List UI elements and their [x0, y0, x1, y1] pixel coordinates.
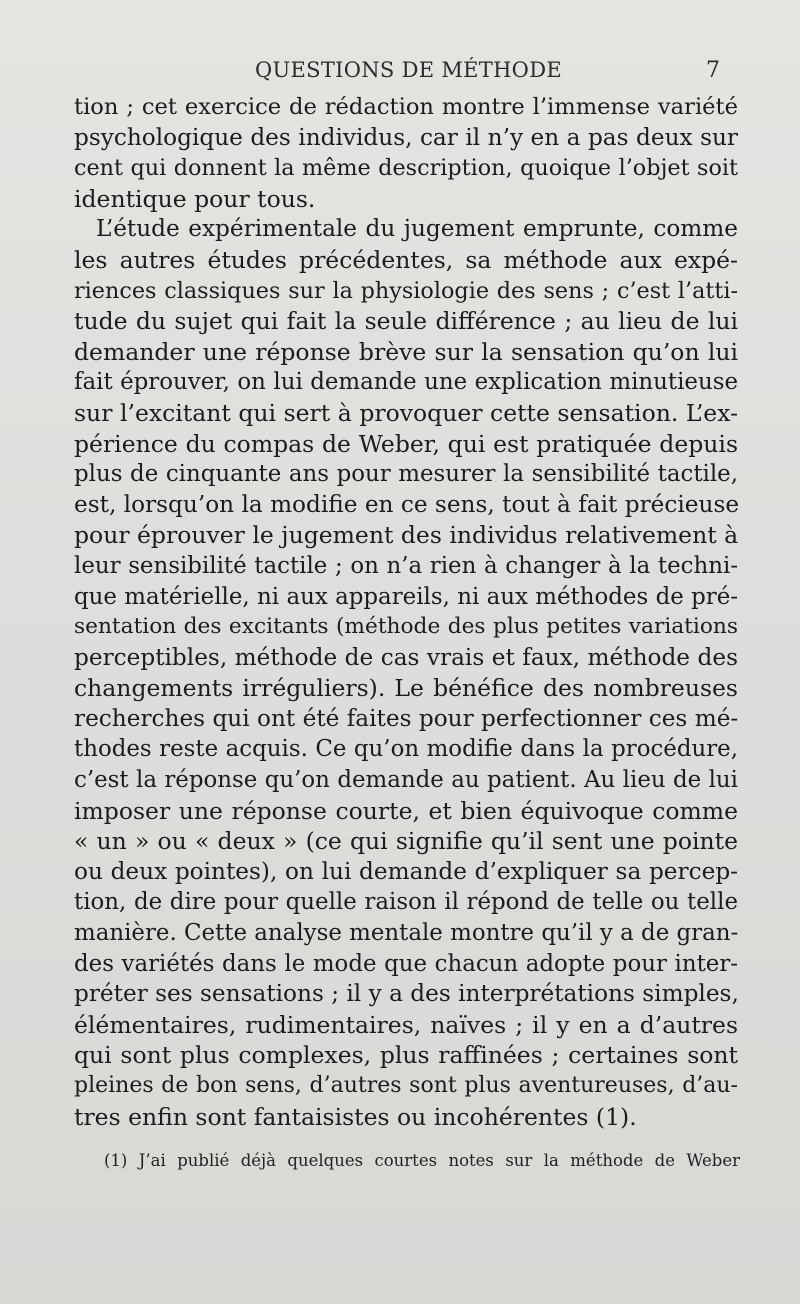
text-line: plus de cinquante ans pour mesurer la sensibilité tactile,	[74, 461, 738, 488]
body-text	[74, 92, 738, 1132]
text-line: c’est la réponse qu’on demande au patient. Au lieu de lui	[74, 767, 738, 794]
text-line: tude du sujet qui fait la seule différence ; au lieu de lui	[74, 307, 738, 336]
text-line: changements irréguliers). Le bénéfice des nombreuses	[74, 674, 738, 703]
text-line: fait éprouver, on lui demande une explication minutieuse	[74, 369, 738, 396]
text-line: que matérielle, ni aux appareils, ni aux méthodes de pré-	[74, 583, 738, 610]
text-line: psychologique des individus, car il n’y en a pas deux sur	[74, 123, 738, 151]
text-line: sentation des excitants (méthode des plus petites variations	[74, 614, 738, 640]
text-line: qui sont plus complexes, plus raffinées ; certaines sont	[74, 1041, 738, 1070]
text-line: élémentaires, rudimentaires, naïves ; il y en a d’autres	[74, 1010, 738, 1039]
text-line: pleines de bon sens, d’autres sont plus aventureuses, d’au-	[74, 1073, 738, 1098]
running-head	[0, 58, 800, 88]
page-number: 7	[706, 58, 720, 83]
text-line: leur sensibilité tactile ; on n’a rien à changer à la techni-	[74, 552, 738, 579]
text-line: périence du compas de Weber, qui est pratiquée depuis	[74, 429, 738, 458]
text-line: imposer une réponse courte, et bien équivoque comme	[74, 796, 738, 825]
text-line: sur l’excitant qui sert à provoquer cette sensation. L’ex-	[74, 398, 738, 427]
text-line: préter ses sensations ; il y a des interprétations simples,	[74, 980, 739, 1008]
text-line: thodes reste acquis. Ce qu’on modifie dans la procédure,	[74, 736, 738, 763]
running-title: QUESTIONS DE MÉTHODE	[255, 58, 562, 82]
text-line: L’étude expérimentale du jugement emprunte, comme	[96, 215, 738, 243]
text-line: est, lorsqu’on la modifie en ce sens, tout à fait précieuse	[74, 490, 740, 518]
text-line: tres enfin sont fantaisistes ou incohérentes (1).	[74, 1102, 637, 1131]
text-line: des variétés dans le mode que chacun adopte pour inter-	[74, 950, 738, 977]
text-line: les autres études précédentes, sa méthode aux expé-	[74, 245, 738, 274]
text-line: demander une réponse brève sur la sensation qu’on lui	[74, 337, 738, 366]
text-line: identique pour tous.	[74, 184, 316, 213]
text-line: tion ; cet exercice de rédaction montre l’immense variété	[74, 94, 738, 120]
footnote: (1) J’ai publié déjà quelques courtes notes sur la méthode de Weber	[104, 1151, 740, 1170]
text-line: tion, de dire pour quelle raison il répond de telle ou telle	[74, 889, 738, 916]
text-line: riences classiques sur la physiologie des sens ; c’est l’atti-	[74, 277, 738, 304]
text-line: « un » ou « deux » (ce qui signifie qu’il sent une pointe	[74, 827, 738, 856]
text-line: recherches qui ont été faites pour perfectionner ces mé-	[74, 704, 739, 732]
text-line: perceptibles, méthode de cas vrais et faux, méthode des	[74, 643, 738, 671]
text-line: pour éprouver le jugement des individus relativement à	[74, 521, 739, 550]
text-line: cent qui donnent la même description, quoique l’objet soit	[74, 155, 738, 182]
text-line: manière. Cette analyse mentale montre qu’il y a de gran-	[74, 920, 739, 947]
text-line: ou deux pointes), on lui demande d’expliquer sa percep-	[74, 857, 738, 885]
